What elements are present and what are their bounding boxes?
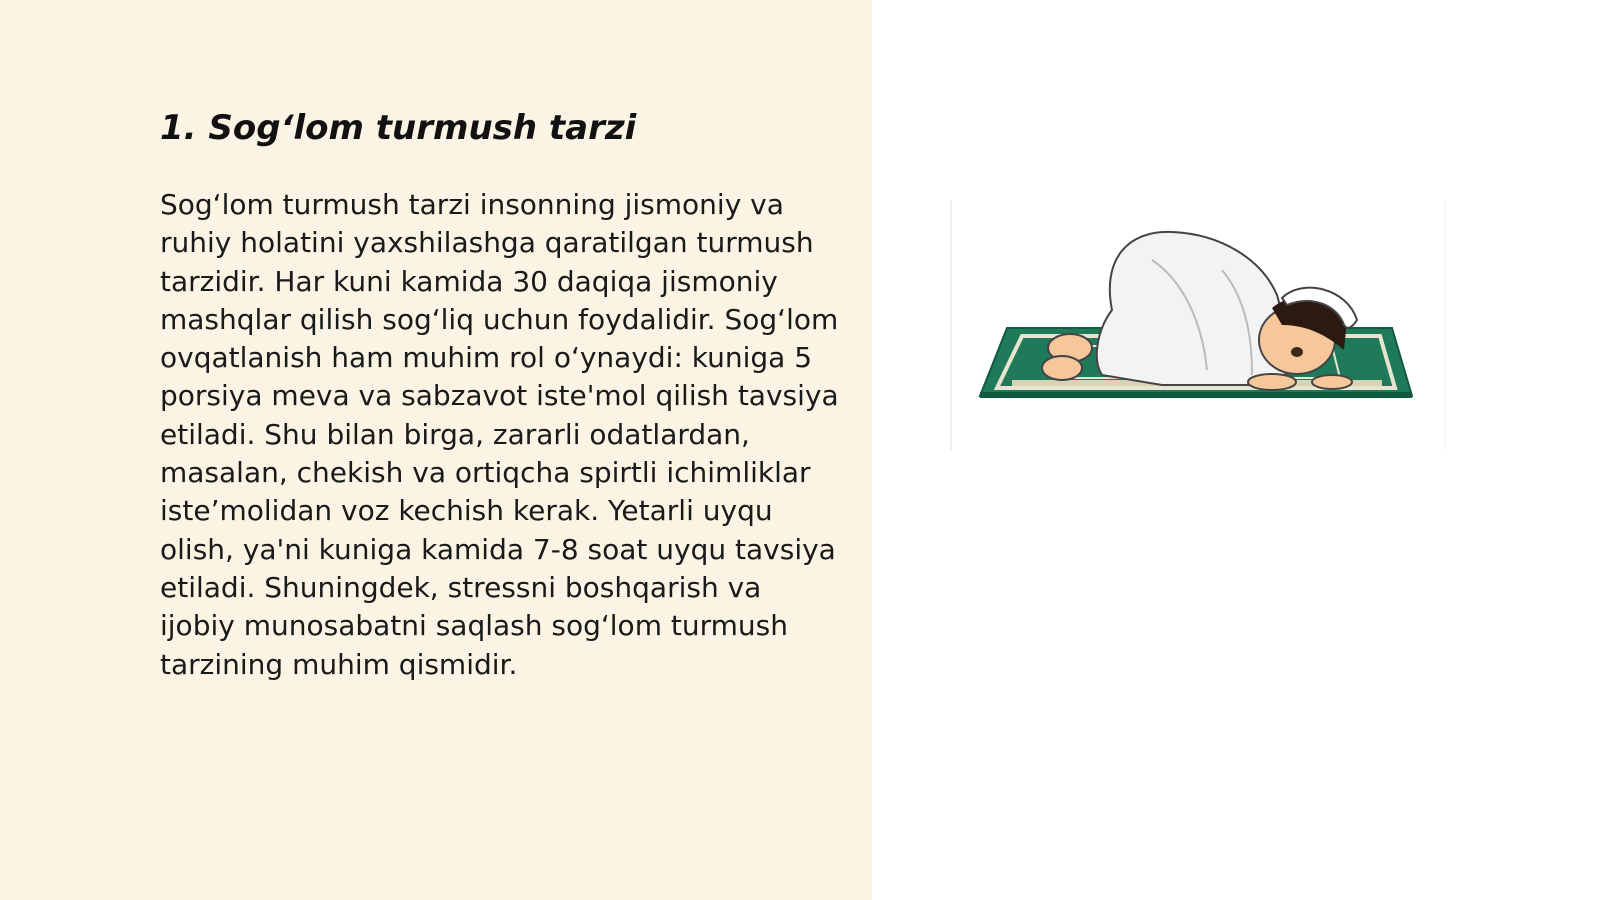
praying-person-icon [952,200,1444,450]
slide-title: 1. Sog‘lom turmush tarzi [160,108,637,148]
slide-body-text: Sog‘lom turmush tarzi insonning jismoniy va ruhiy holatini yaxshilashga qaratilgan turmush tarzidir. Har kuni kamida 30 daqiqa jismoniy mashqlar qilish sog‘liq uchun foydalidir. Sog‘lom ovqatlanish ham muhim rol o‘ynaydi: kuniga 5 porsiya meva va sabzavot iste'mol qilish tavsiya etiladi. Shu bilan birga, zararli odatlardan, masalan, chekish va ortiqcha spirtli ichimliklar iste’molidan voz kechish kerak. Yetarli uyqu olish, ya'ni kuniga kamida 7-8 soat uyqu tavsiya etiladi. Shuningdek, stressni boshqarish va ijobiy munosabatni saqlash sog‘lom turmush tarzining muhim qismidir. [160,188,839,681]
right-panel [872,0,1600,900]
prayer-illustration [950,200,1446,450]
